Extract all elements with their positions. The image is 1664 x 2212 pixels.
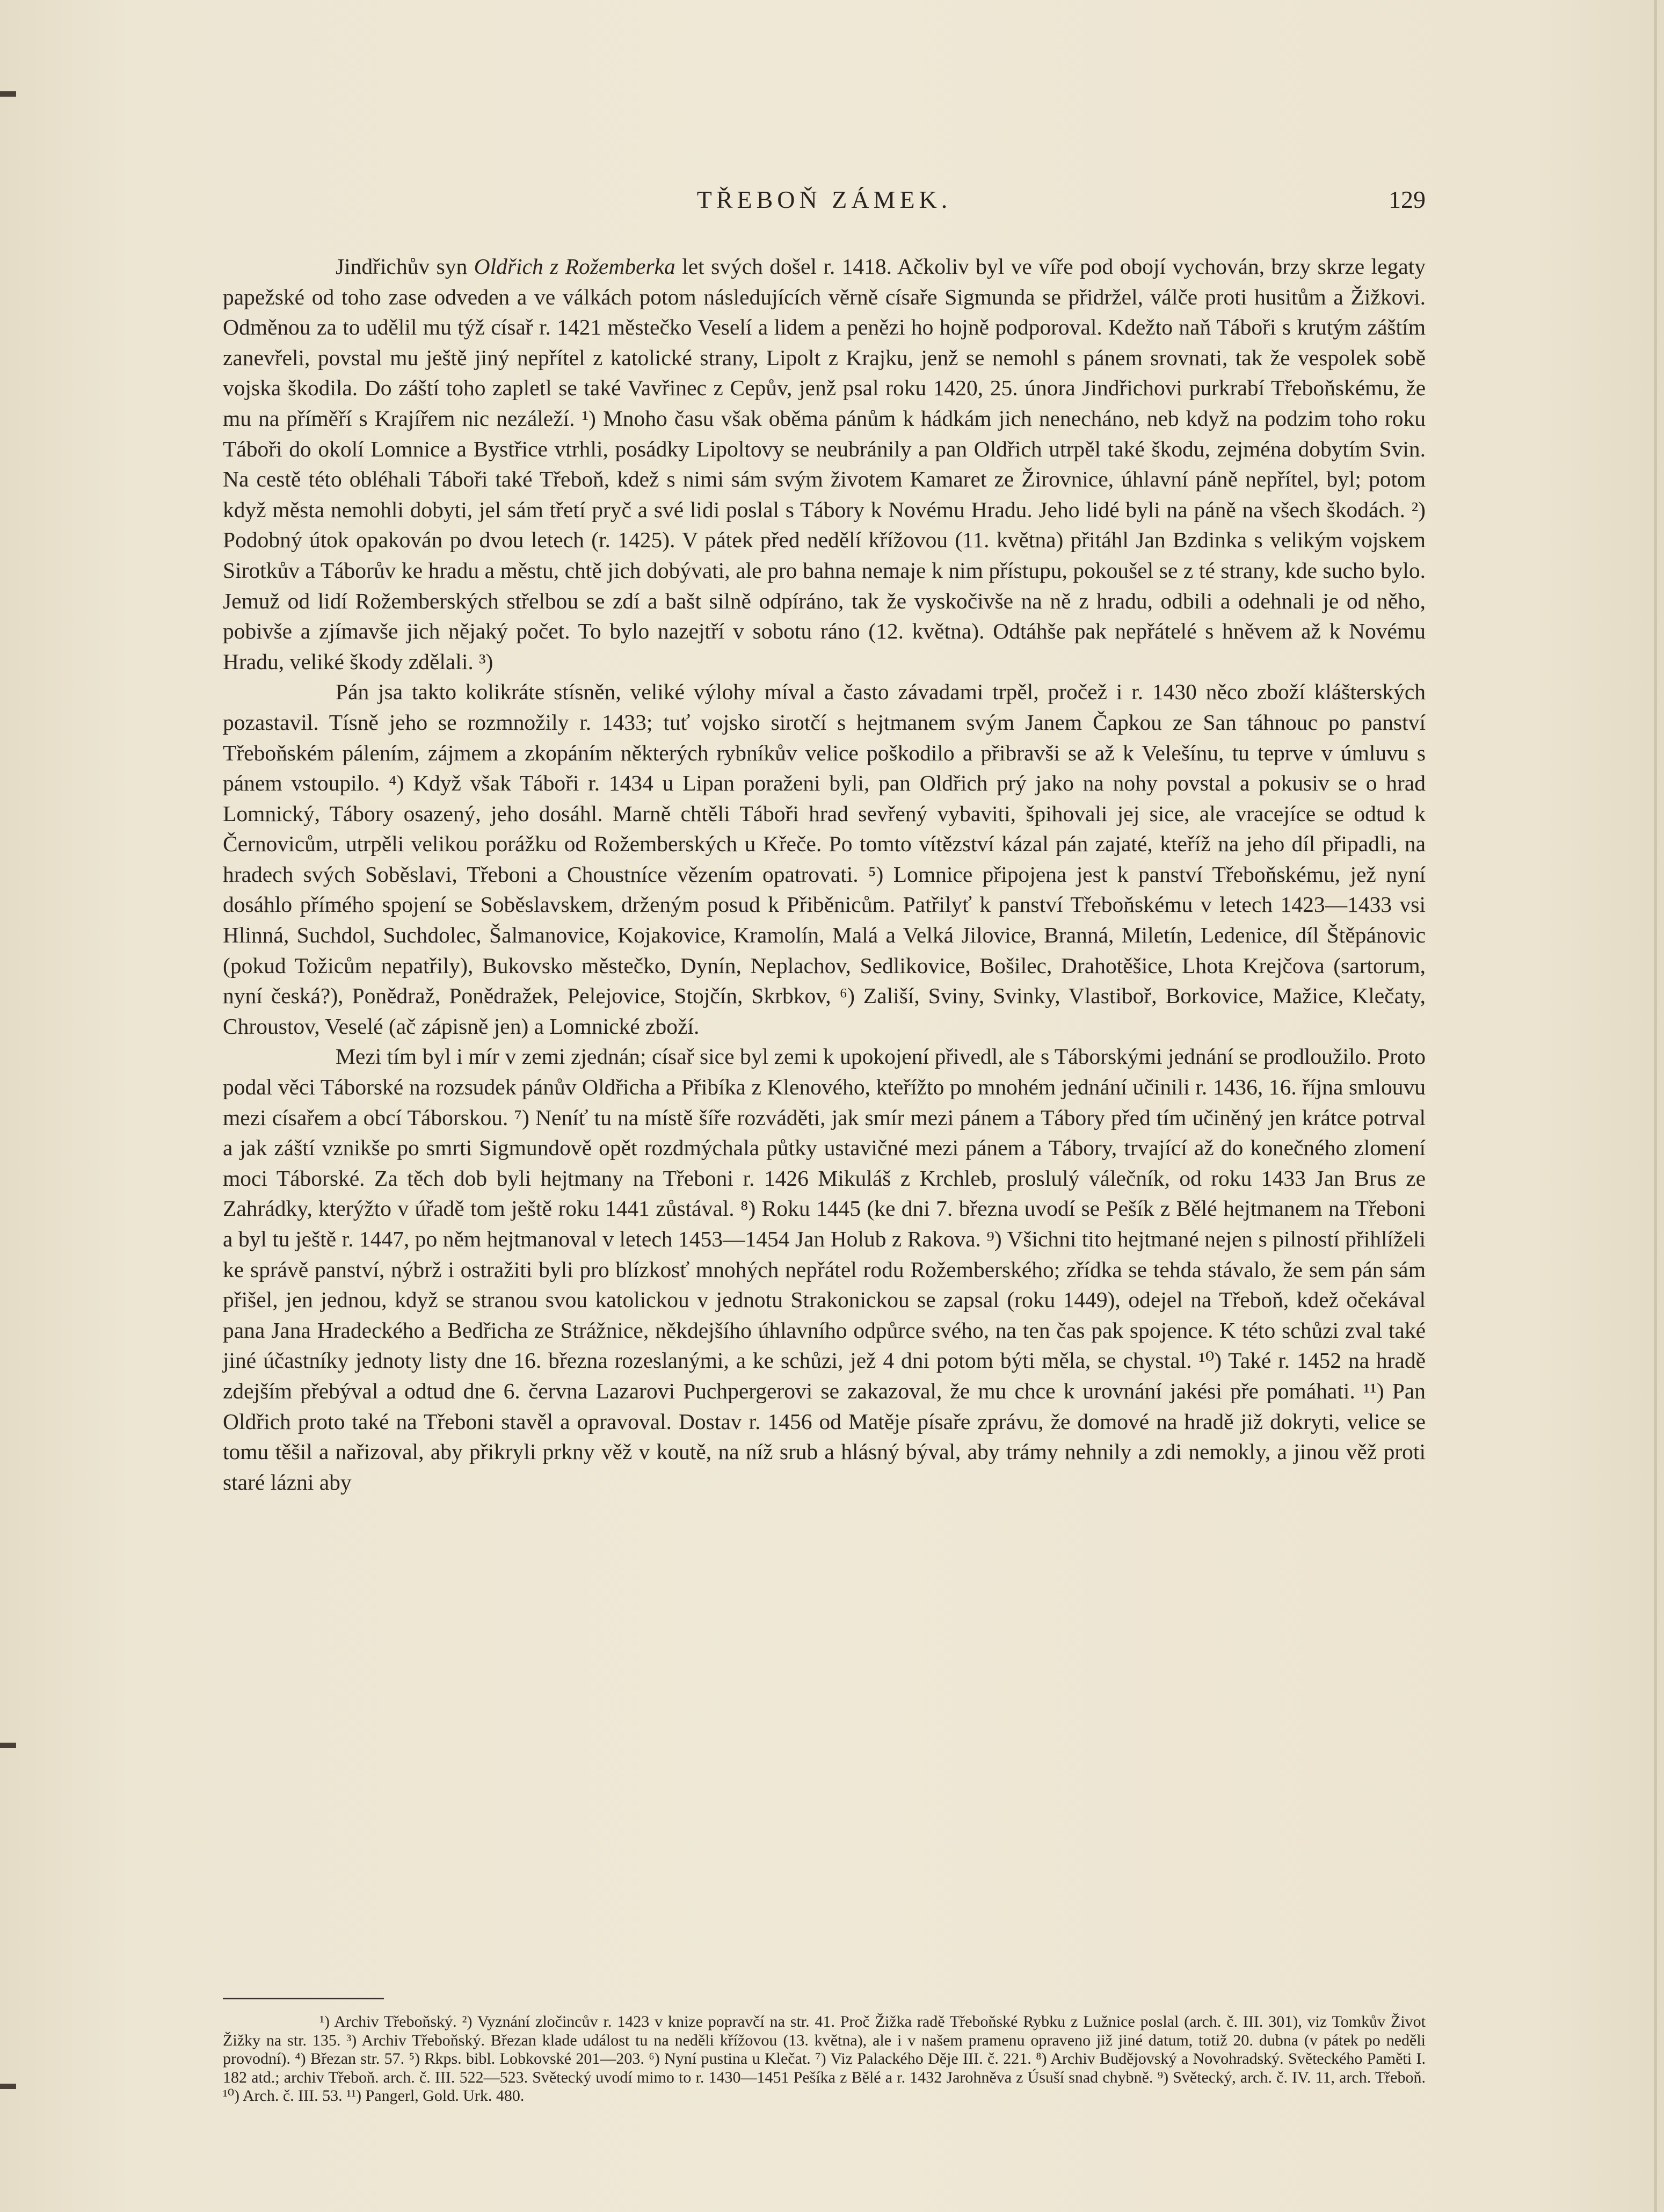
binding-mark-middle	[0, 1743, 16, 1748]
paragraph-2: Pán jsa takto kolikráte stísněn, veliké výlohy míval a často závadami trpěl, pročež i r. 1430 něco zboží klášterských pozastavil. Tísně jeho se rozmnožily r. 1433; tuť vojsko sirotčí s hejtmanem svým Janem Čapkou ze San táhnouc po panství Třeboňském pálením, zájmem a zkopáním některých rybníkův velice poškodilo a přibravši se až k Velešínu, tu teprve v úmluvu s pánem vstoupilo. ⁴) Když však Táboři r. 1434 u Lipan poraženi byli, pan Oldřich prý jako na nohy povstal a pokusiv se o hrad Lomnický, Tábory osazený, jeho dosáhl. Marně chtěli Táboři hrad sevřený vybaviti, špihovali jej sice, ale vracejíce se odtud k Černovicům, utrpěli velikou porážku od Rožemberských u Křeče. Po tomto vítězství kázal pán zajaté, kteříž na jeho díl připadli, na hradech svých Soběslavi, Třeboni a Choustníce vězením opatrovati. ⁵) Lomnice připojena jest k panství Třeboňskému, jež nyní dosáhlo přímého spojení se Soběslavskem, drženým posud k Přiběnicům. Patřilyť k panství Třeboňskému v letech 1423—1433 vsi Hlinná, Suchdol, Suchdolec, Šalmanovice, Kojakovice, Kramolín, Malá a Velká Jilovice, Branná, Miletín, Ledenice, díl Štěpánovic (pokud Tožicům nepatřily), Bukovsko městečko, Dynín, Neplachov, Sedlikovice, Bošilec, Drahotěšice, Lhota Krejčova (sartorum, nyní česká?), Ponědraž, Ponědražek, Pelejovice, Stojčín, Skrbkov, ⁶) Zališí, Sviny, Svinky, Vlastiboř, Borkovice, Mažice, Klečaty, Chroustov, Veselé (ač zápisně jen) a Lomnické zboží.	[223, 679, 1426, 1039]
footnotes-text: ¹) Archiv Třeboňský. ²) Vyznání zločincův r. 1423 v knize popravčí na str. 41. Proč Žižka radě Třeboňské Rybku z Lužnice poslal (arch. č. III. 301), viz Tomkův Život Žižky na str. 135. ³) Archiv Třeboňský. Březan klade událost tu na neděli křížovou (13. května), ale i v našem pramenu opraveno již jiné datum, totiž 20. dubna (v pátek po neděli provodní). ⁴) Březan str. 57. ⁵) Rkps. bibl. Lobkovské 201—203. ⁶) Nyní pustina u Klečat. ⁷) Viz Palackého Děje III. č. 221. ⁸) Archiv Budějovský a Novohradský. Světeckého Paměti I. 182 atd.; archiv Třeboň. arch. č. III. 522—523. Světecký uvodí mimo to r. 1430—1451 Pešíka z Bělé a r. 1432 Jarohněva z Úsuší snad chybně. ⁹) Světecký, arch. č. IV. 11, arch. Třeboň. ¹⁰) Arch. č. III. 53. ¹¹) Pangerl, Gold. Urk. 480.	[223, 2013, 1426, 2105]
page-number: 129	[1389, 186, 1426, 213]
footnotes	[223, 2013, 1426, 2106]
paragraph-1-start: Jindřichův syn	[336, 254, 474, 279]
binding-mark-top	[0, 91, 16, 97]
paragraph-1-rest: let svých došel r. 1418. Ačkoliv byl ve víře pod obojí vychován, brzy skrze legaty papežské od toho zase odveden a ve válkách potom následujících věrně císaře Sigmunda se přidržel, válče proti husitům a Žižkovi. Odměnou za to udělil mu týž císař r. 1421 městečko Veselí a lidem a penězi ho hojně podporoval. Kdežto naň Táboři s krutým záštím zanevřeli, povstal mu ještě jiný nepřítel z katolické strany, Lipolt z Krajku, jenž se nemohl s pánem srovnati, tak že vespolek sobě vojska škodila. Do záští toho zapletl se také Vavřinec z Cepův, jenž psal roku 1420, 25. února Jindřichovi purkrabí Třeboňskému, že mu na příměří s Krajířem nic nezáleží. ¹) Mnoho času však oběma pánům k hádkám jich nenecháno, neb když na podzim toho roku Táboři do okolí Lomnice a Bystřice vtrhli, posádky Lipoltovy se neubránily a pan Oldřich utrpěl také škodu, zejména dobytím Svin. Na cestě této obléhali Táboři také Třeboň, kdež s nimi sám svým životem Kamaret ze Žirovnice, úhlavní páně nepřítel, byl; potom když města nemohli dobyti, jel sám třetí pryč a své lidi poslal s Tábory k Novému Hradu. Jeho lidé byli na páně na všech škodách. ²) Podobný útok opakován po dvou letech (r. 1425). V pátek před nedělí křížovou (11. května) přitáhl Jan Bzdinka s velikým vojskem Sirotkův a Táborův ke hradu a městu, chtě jich dobývati, ale pro bahna nemaje k nim přístupu, pokoušel se z té strany, kde sucho bylo. Jemuž od lidí Rožemberských střelbou se zdí a bašt silně odpíráno, tak že vyskočivše na ně z hradu, odbili a odehnali je od něho, pobivše a zjímavše jich nějaký počet. To bylo nazejtří v sobotu ráno (12. května). Odtáhše pak nepřátelé s hněvem až k Novému Hradu, veliké škody zdělali. ³)	[223, 254, 1426, 674]
running-title: TŘEBOŇ ZÁMEK.	[696, 186, 952, 213]
paragraph-3: Mezi tím byl i mír v zemi zjednán; císař sice byl zemi k upokojení přivedl, ale s Táborskými jednání se prodloužilo. Proto podal věci Táborské na rozsudek pánův Oldřicha a Přibíka z Klenového, kteřížto po mnohém jednání učinili r. 1436, 16. října smlouvu mezi císařem a obcí Táborskou. ⁷) Neníť tu na místě šíře rozváděti, jak smír mezi pánem a Tábory před tím učiněný jen krátce potrval a jak záští vznikše po smrti Sigmundově opět rozdmýchala půtky ustavičné mezi pánem a Tábory, trvající až do konečného zlomení moci Táborské. Za těch dob byli hejtmany na Třeboni r. 1426 Mikuláš z Krchleb, proslulý válečník, od roku 1433 Jan Brus ze Zahrádky, kterýžto v úřadě tom ještě roku 1441 zůstával. ⁸) Roku 1445 (ke dni 7. března uvodí se Pešík z Bělé hejtmanem na Třeboni a byl tu ještě r. 1447, po něm hejtmanoval v letech 1453—1454 Jan Holub z Rakova. ⁹) Všichni tito hejtmané nejen s pilností přihlíželi ke správě panství, nýbrž i ostražiti byli pro blízkosť mnohých nepřátel rodu Rožemberského; zřídka se tehda stávalo, že sem pán sám přišel, jen jednou, když se stranou svou katolickou v jednotu Strakonickou se zapsal (roku 1449), odejel na Třeboň, kdež očekával pana Jana Hradeckého a Bedřicha ze Strážnice, někdejšího úhlavního odpůrce svého, na ten čas pak spojence. K této schůzi zval také jiné účastníky jednoty listy dne 16. března rozeslanými, a ke schůzi, jež 4 dni potom býti měla, se chystal. ¹⁰) Také r. 1452 na hradě zdejším přebýval a odtud dne 6. června Lazarovi Puchpergerovi se zakazoval, že mu chce k urovnání jakési pře pomáhati. ¹¹) Pan Oldřich proto také na Třeboni stavěl a opravoval. Dostav r. 1456 od Matěje písaře zprávu, že domové na hradě již dokryti, velice se tomu těšil a nařizoval, aby přikryli prkny věž v koutě, na níž srub a hlásný býval, aby trámy nehnily a zdi nemokly, a jinou věž proti staré lázni aby	[223, 1044, 1426, 1495]
body-text	[223, 251, 1426, 1497]
footnote-divider	[223, 1998, 384, 1999]
page-edge-right	[1654, 0, 1657, 2212]
page-header	[223, 185, 1426, 234]
binding-mark-bottom	[0, 2084, 16, 2089]
paragraph-1	[223, 251, 1426, 677]
paragraph-1-italic-name: Oldřich z Rožemberka	[474, 254, 675, 279]
